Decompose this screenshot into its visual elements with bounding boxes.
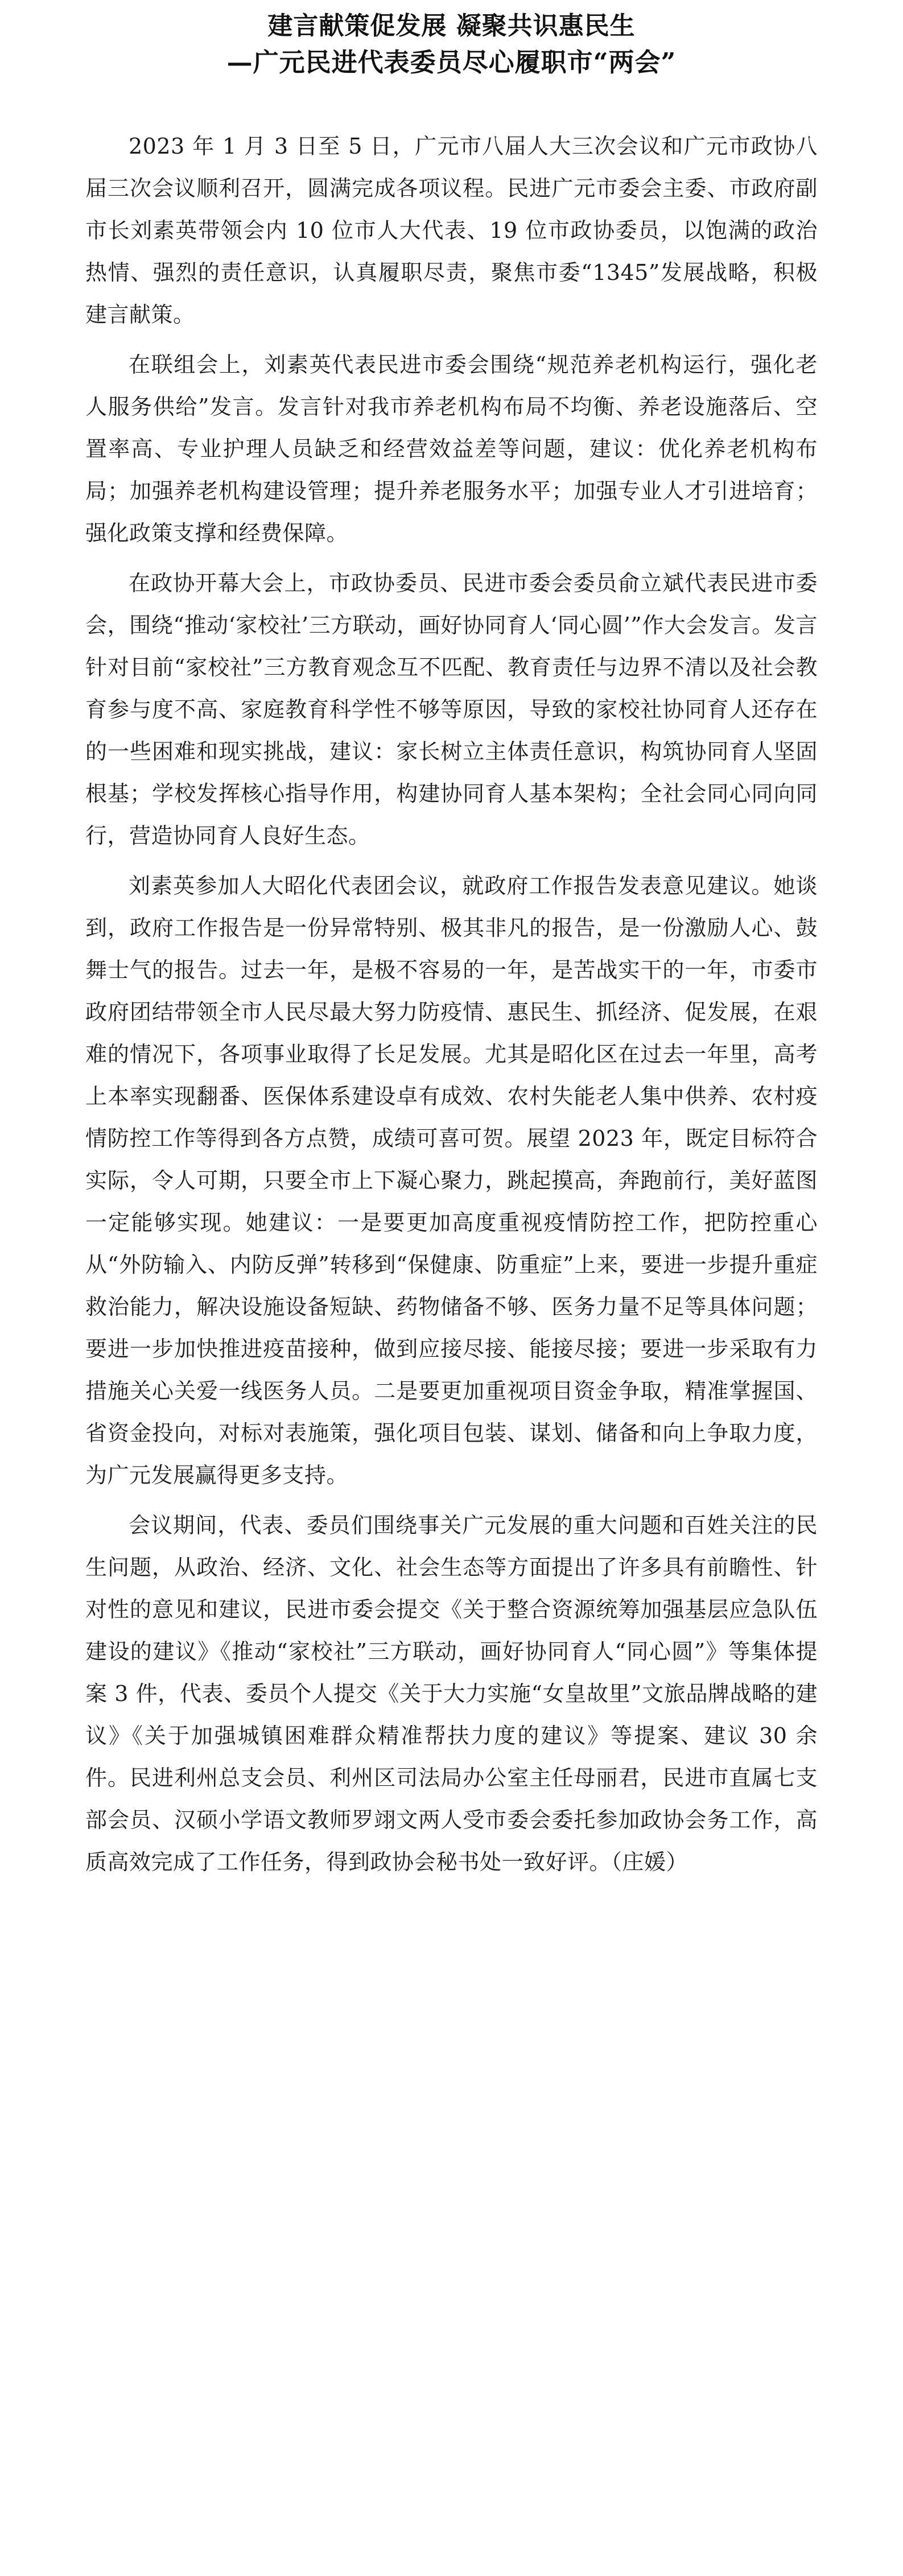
paragraph-3: 在政协开幕大会上，市政协委员、民进市委会委员俞立斌代表民进市委会，围绕“推动‘家校社’三方联动，画好协同育人‘同心圆’”作大会发言。发言针对目前“家校社”三方教育观念互不匹配、教育责任与边界不清以及社会教育参与度不高、家庭教育科学性不够等原因，导致的家校社协同育人还存在的一些困难和现实挑战，建议：家长树立主体责任意识，构筑协同育人坚固根基；学校发挥核心指导作用，构建协同育人基本架构；全社会同心同向同行，营造协同育人良好生态。 — [85, 571, 818, 848]
article-header — [85, 8, 818, 81]
paragraph-1: 2023 年 1 月 3 日至 5 日，广元市八届人大三次会议和广元市政协八届三次会议顺利召开，圆满完成各项议程。民进广元市委会主委、市政府副市长刘素英带领会内 10 位市人大代表、19 位市政协委员，以饱满的政治热情、强烈的责任意识，认真履职尽责，聚焦市委“1345”发展战略，积极建言献策。 — [85, 134, 818, 327]
article-subtitle: —广元民进代表委员尽心履职市“两会” — [226, 47, 677, 77]
paragraph-4: 刘素英参加人大昭化代表团会议，就政府工作报告发表意见建议。她谈到，政府工作报告是一份异常特别、极其非凡的报告，是一份激励人心、鼓舞士气的报告。过去一年，是极不容易的一年，是苦战实干的一年，市委市政府团结带领全市人民尽最大努力防疫情、惠民生、抓经济、促发展，在艰难的情况下，各项事业取得了长足发展。尤其是昭化区在过去一年里，高考上本率实现翻番、医保体系建设卓有成效、农村失能老人集中供养、农村疫情防控工作等得到各方点赞，成绩可喜可贺。展望 2023 年，既定目标符合实际，令人可期，只要全市上下凝心聚力，跳起摸高，奔跑前行，美好蓝图一定能够实现。她建议：一是要更加高度重视疫情防控工作，把防控重心从“外防输入、内防反弹”转移到“保健康、防重症”上来，要进一步提升重症救治能力，解决设施设备短缺、药物储备不够、医务力量不足等具体问题；要进一步加快推进疫苗接种，做到应接尽接、能接尽接；要进一步采取有力措施关心关爱一线医务人员。二是要更加重视项目资金争取，精准掌握国、省资金投向，对标对表施策，强化项目包装、谋划、储备和向上争取力度，为广元发展赢得更多支持。 — [85, 873, 818, 1488]
paragraph-5: 会议期间，代表、委员们围绕事关广元发展的重大问题和百姓关注的民生问题，从政治、经济、文化、社会生态等方面提出了许多具有前瞻性、针对性的意见和建议，民进市委会提交《关于整合资源统筹加强基层应急队伍建设的建议》《推动“家校社”三方联动，画好协同育人“同心圆”》等集体提案 3 件，代表、委员个人提交《关于大力实施“女皇故里”文旅品牌战略的建议》《关于加强城镇困难群众精准帮扶力度的建议》等提案、建议 30 余件。民进利州总支会员、利州区司法局办公室主任母丽君，民进市直属七支部会员、汉硕小学语文教师罗翊文两人受市委会委托参加政协会务工作，高质高效完成了工作任务，得到政协会秘书处一致好评。（庄媛） — [85, 1513, 818, 1875]
article-body — [85, 125, 818, 1883]
article-title: 建言献策促发展 凝聚共识惠民生 — [267, 11, 636, 40]
paragraph-2: 在联组会上，刘素英代表民进市委会围绕“规范养老机构运行，强化老人服务供给”发言。发言针对我市养老机构布局不均衡、养老设施落后、空置率高、专业护理人员缺乏和经营效益差等问题，建议：优化养老机构布局；加强养老机构建设管理；提升养老服务水平；加强专业人才引进培育；强化政策支撑和经费保障。 — [85, 352, 818, 546]
